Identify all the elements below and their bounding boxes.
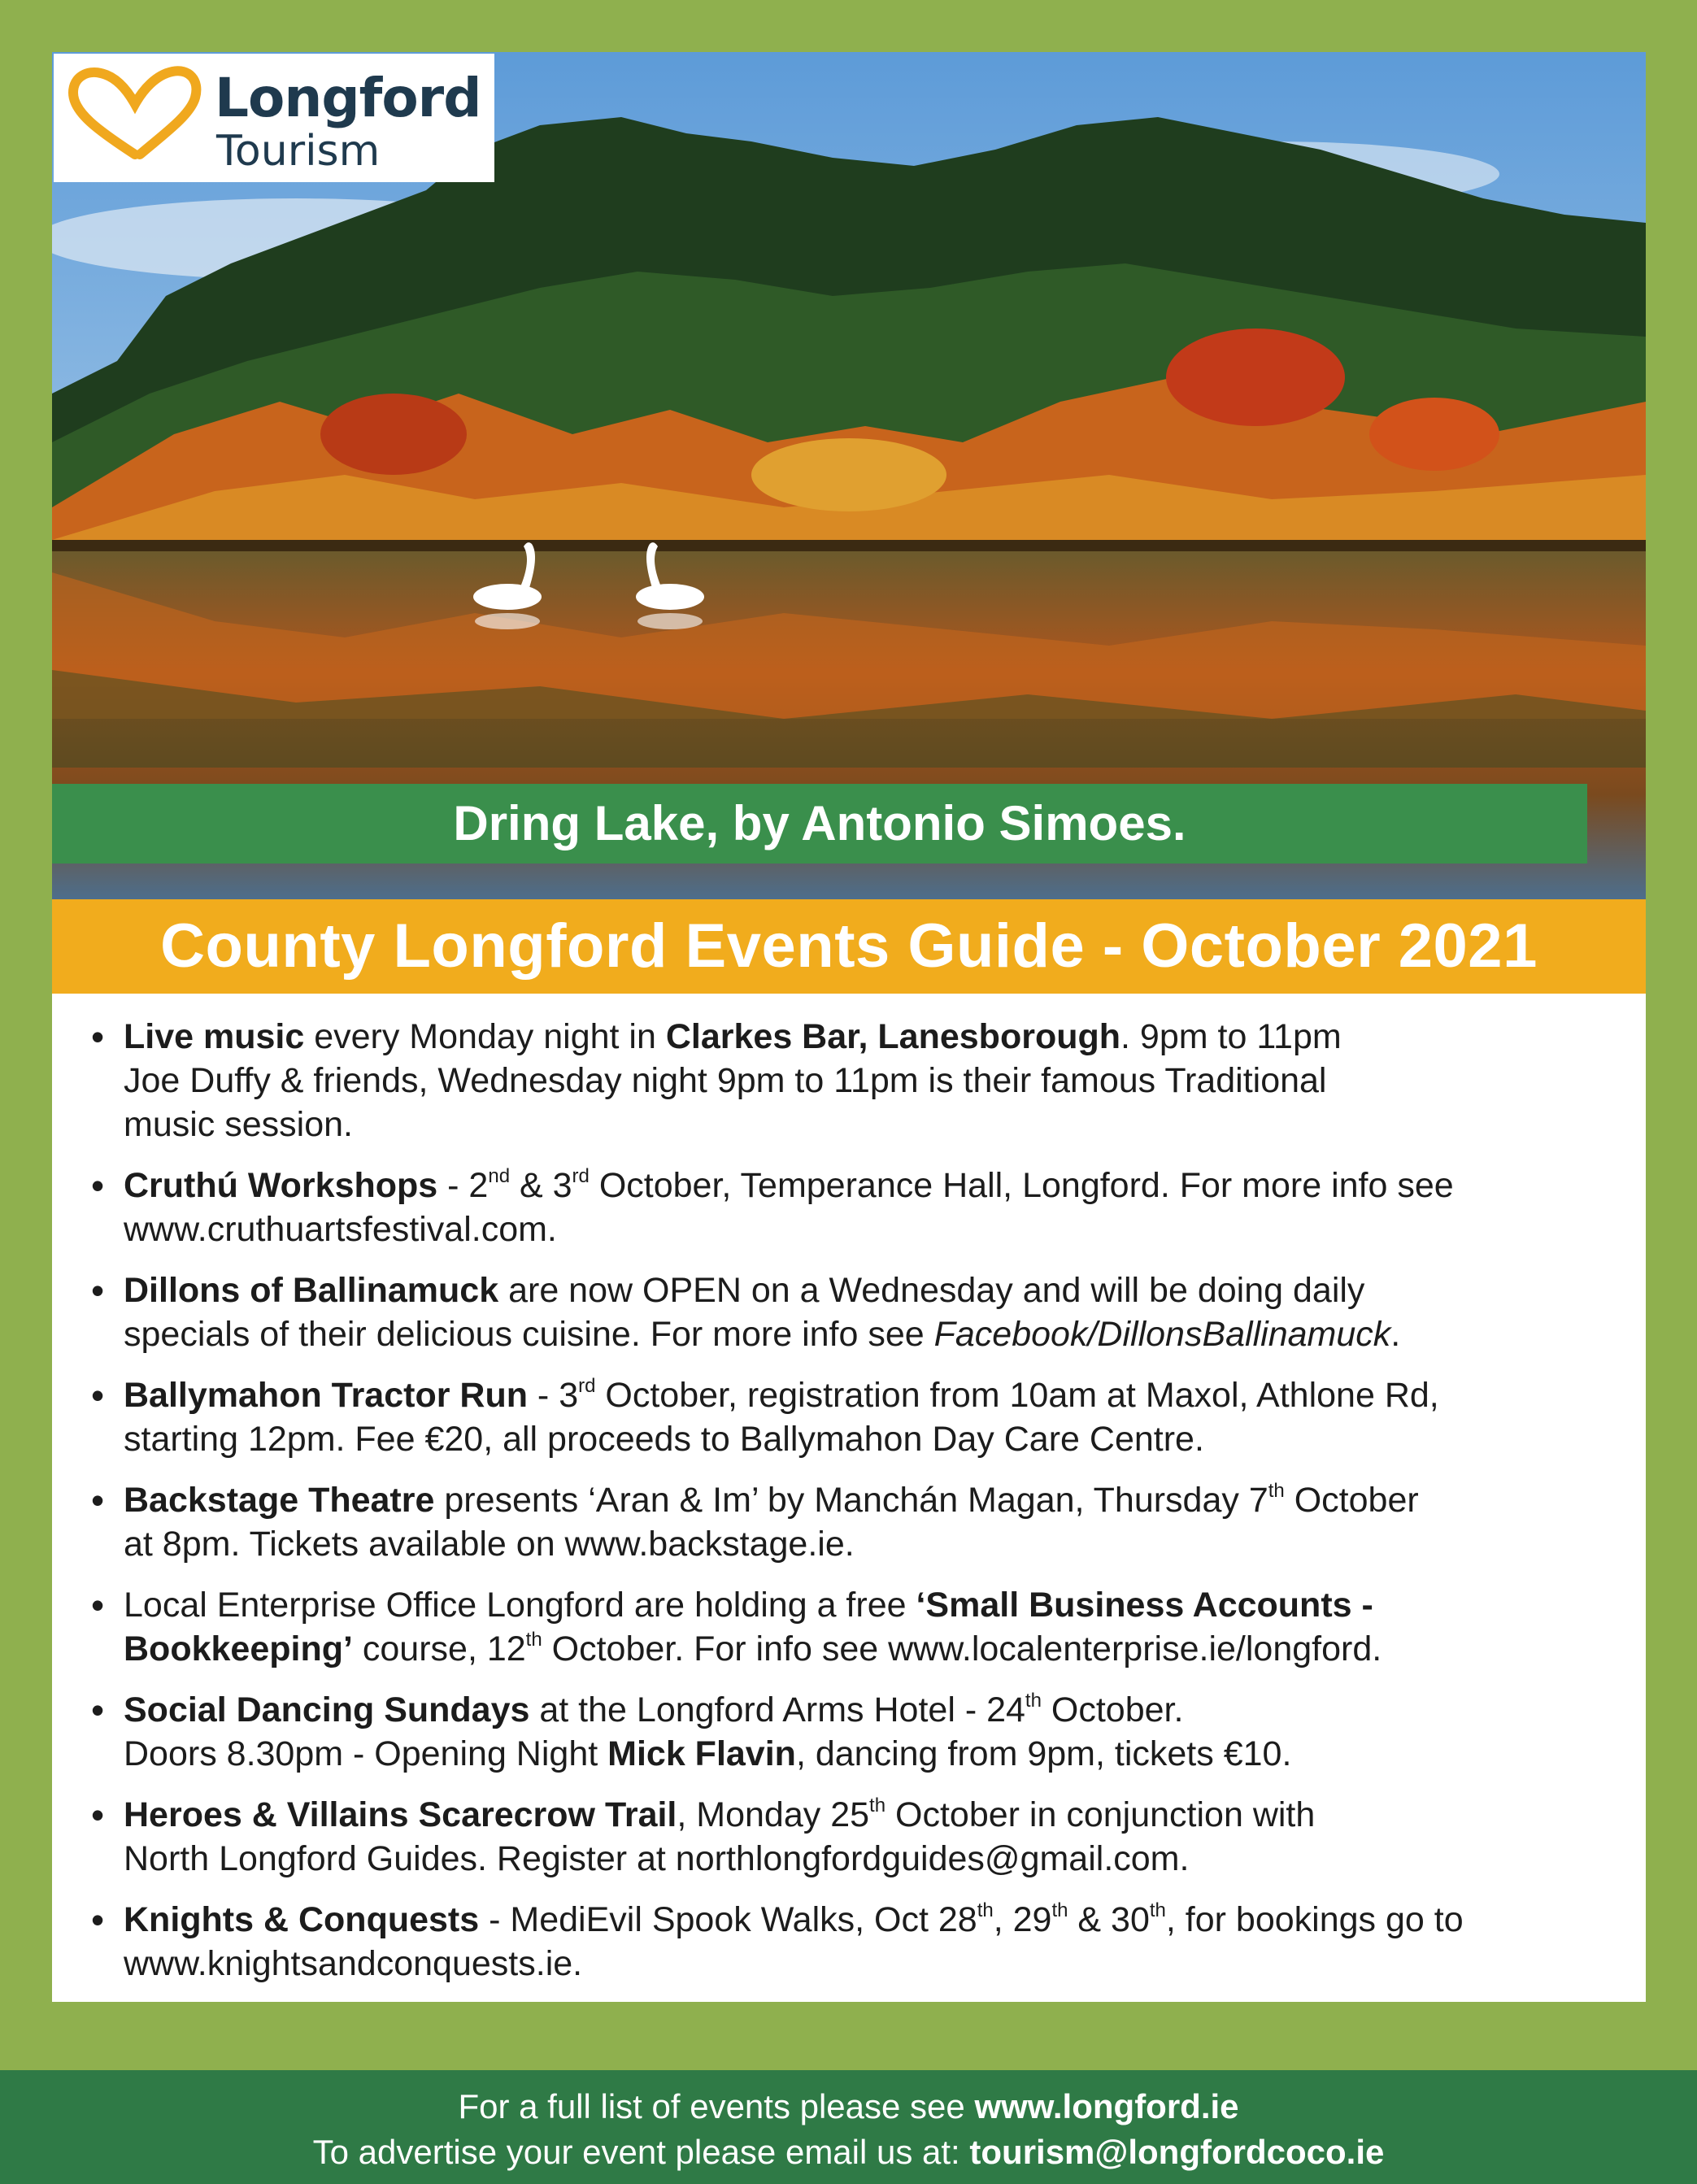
footer-line-email: To advertise your event please email us at: tourism@longfordcoco.ie: [312, 2133, 1385, 2171]
event-item: • Social Dancing Sundays at the Longford Arms Hotel - 24th October. Doors 8.30pm - Opening Night Mick Flavin, dancing from 9pm, tickets €10.: [98, 1688, 1613, 1776]
event-item: • Ballymahon Tractor Run - 3rd October, registration from 10am at Maxol, Athlone Rd, starting 12pm. Fee €20, all proceeds to Ballymahon Day Care Centre.: [98, 1373, 1613, 1461]
events-list-panel: [52, 994, 1646, 2002]
footer: [0, 2070, 1697, 2184]
event-item: • Cruthú Workshops - 2nd & 3rd October, Temperance Hall, Longford. For more info see www.cruthuartsfestival.com.: [98, 1164, 1613, 1251]
logo-sub-text: Tourism: [216, 127, 381, 176]
footer-line-website: For a full list of events please see www.longford.ie: [458, 2087, 1239, 2125]
email-link[interactable]: tourism@longfordcoco.ie: [969, 2133, 1385, 2171]
heart-icon: [65, 65, 205, 161]
event-item: • Heroes & Villains Scarecrow Trail, Monday 25th October in conjunction with North Longford Guides. Register at northlongfordguides@gmail.com.: [98, 1793, 1613, 1881]
event-item: • Local Enterprise Office Longford are holding a free ‘Small Business Accounts - Bookkeeping’ course, 12th October. For info see www.localenterprise.ie/longford.: [98, 1583, 1613, 1671]
event-item: • Backstage Theatre presents ‘Aran & Im’ by Manchán Magan, Thursday 7th October at 8pm. Tickets available on www.backstage.ie.: [98, 1478, 1613, 1566]
event-item: • Knights & Conquests - MediEvil Spook Walks, Oct 28th, 29th & 30th, for bookings go to www.knightsandconquests.ie.: [98, 1898, 1613, 1986]
page-title: County Longford Events Guide - October 2021: [52, 899, 1646, 994]
logo-brand-text: Longford: [215, 67, 481, 129]
events-list: [52, 994, 1646, 1986]
website-link[interactable]: www.longford.ie: [974, 2087, 1239, 2125]
event-item: • Live music every Monday night in Clarkes Bar, Lanesborough. 9pm to 11pm Joe Duffy & friends, Wednesday night 9pm to 11pm is their famous Traditional music session.: [98, 1015, 1613, 1146]
photo-caption: Dring Lake, by Antonio Simoes.: [52, 784, 1587, 864]
event-item: • Dillons of Ballinamuck are now OPEN on a Wednesday and will be doing daily specials of their delicious cuisine. For more info see Facebook/DillonsBallinamuck.: [98, 1268, 1613, 1356]
longford-tourism-logo: [54, 54, 494, 182]
